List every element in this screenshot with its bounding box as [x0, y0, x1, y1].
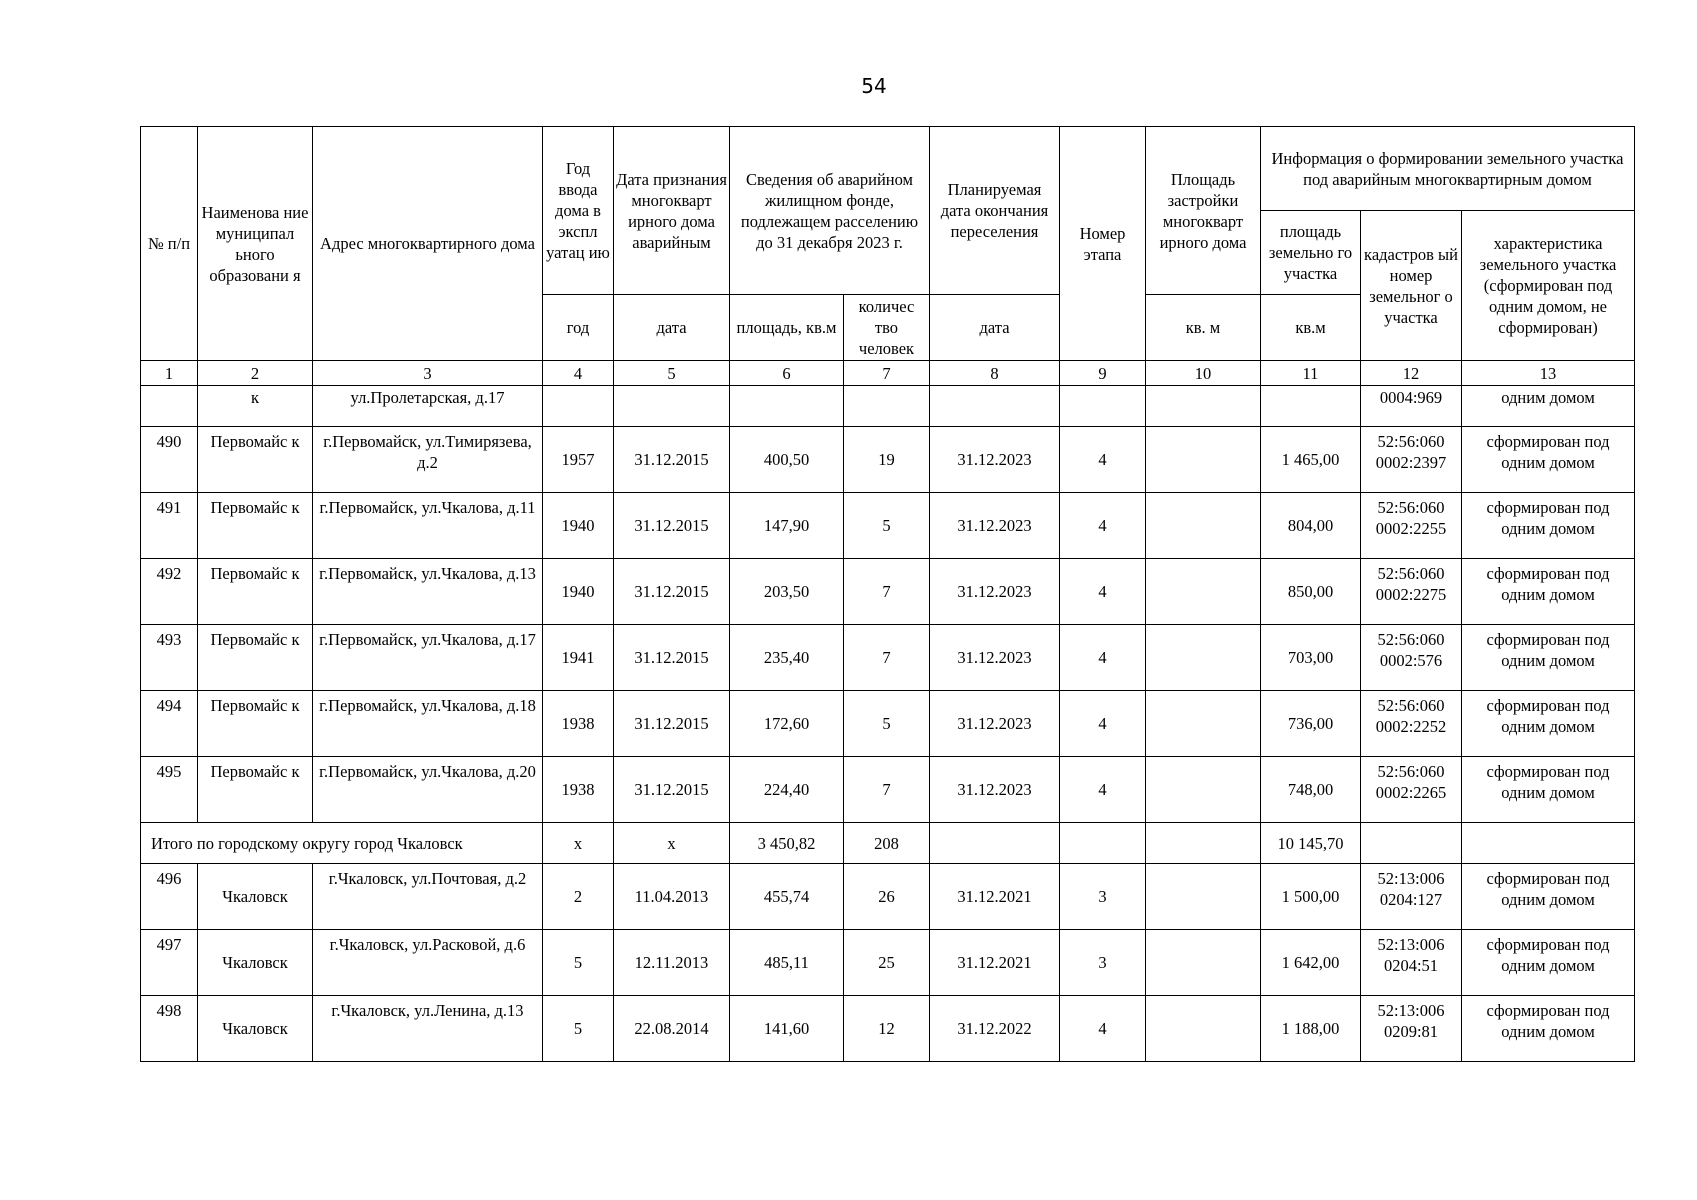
header-number: № п/п: [141, 127, 198, 361]
cell-stage: 4: [1060, 493, 1146, 559]
cell-people: 7: [844, 559, 930, 625]
header-stage: Номер этапа: [1060, 127, 1146, 361]
table-row: [141, 930, 1635, 996]
cell-end-date: 31.12.2023: [930, 691, 1060, 757]
table-row: [141, 996, 1635, 1062]
cell-cadastral: 52:56:060 0002:2397: [1361, 427, 1462, 493]
cell-characteristic: сформирован под одним домом: [1462, 493, 1635, 559]
cell-characteristic: сформирован под одним домом: [1462, 996, 1635, 1062]
cell-area: 224,40: [730, 757, 844, 823]
cell-year: 1941: [543, 625, 614, 691]
cell-number: 493: [141, 625, 198, 691]
cell-year: 1940: [543, 493, 614, 559]
cell-date: 11.04.2013: [614, 864, 730, 930]
header-year-built: Год ввода дома в экспл уатац ию: [543, 127, 614, 295]
cell-land-area: [1261, 386, 1361, 427]
cell-stage: 3: [1060, 864, 1146, 930]
cell-stage: 4: [1060, 625, 1146, 691]
cell-land-area: 1 188,00: [1261, 996, 1361, 1062]
cell-date: 31.12.2015: [614, 493, 730, 559]
cell-date: 22.08.2014: [614, 996, 730, 1062]
unit-land-area: кв.м: [1261, 295, 1361, 361]
column-number: 4: [543, 361, 614, 386]
total-cadastral: [1361, 823, 1462, 864]
cell-area: 455,74: [730, 864, 844, 930]
cell-end-date: 31.12.2023: [930, 427, 1060, 493]
total-area: 3 450,82: [730, 823, 844, 864]
cell-area: 235,40: [730, 625, 844, 691]
cell-address: г.Чкаловск, ул.Ленина, д.13: [313, 996, 543, 1062]
cell-building-area: [1146, 757, 1261, 823]
column-number: 1: [141, 361, 198, 386]
cell-area: 203,50: [730, 559, 844, 625]
total-label: Итого по городскому округу город Чкаловск: [141, 823, 543, 864]
unit-building-area: кв. м: [1146, 295, 1261, 361]
column-number: 3: [313, 361, 543, 386]
header-plot-characteristic: характеристика земельного участка (сформирован под одним домом, не сформирован): [1462, 211, 1635, 361]
cell-year: 1938: [543, 757, 614, 823]
unit-end-date: дата: [930, 295, 1060, 361]
cell-municipality: Чкаловск: [198, 996, 313, 1062]
cell-municipality: Первомайс к: [198, 427, 313, 493]
cell-people: [844, 386, 930, 427]
cell-number: 496: [141, 864, 198, 930]
total-building-area: [1146, 823, 1261, 864]
cell-building-area: [1146, 996, 1261, 1062]
column-number-row: [141, 361, 1635, 386]
cell-people: 5: [844, 691, 930, 757]
cell-address: г.Первомайск, ул.Тимирязева, д.2: [313, 427, 543, 493]
cell-cadastral: 52:56:060 0002:576: [1361, 625, 1462, 691]
cell-number: [141, 386, 198, 427]
column-number: 2: [198, 361, 313, 386]
column-number: 8: [930, 361, 1060, 386]
cell-cadastral: 52:13:006 0209:81: [1361, 996, 1462, 1062]
emergency-housing-table: [140, 126, 1635, 1062]
unit-date: дата: [614, 295, 730, 361]
cell-number: 495: [141, 757, 198, 823]
cell-date: 31.12.2015: [614, 625, 730, 691]
cell-address: г.Первомайск, ул.Чкалова, д.11: [313, 493, 543, 559]
total-land-area: 10 145,70: [1261, 823, 1361, 864]
cell-people: 5: [844, 493, 930, 559]
cell-area: 141,60: [730, 996, 844, 1062]
cell-cadastral: 52:56:060 0002:2275: [1361, 559, 1462, 625]
cell-number: 494: [141, 691, 198, 757]
cell-year: 1957: [543, 427, 614, 493]
continuation-row: [141, 386, 1635, 427]
total-end-date: [930, 823, 1060, 864]
table-row: [141, 493, 1635, 559]
cell-end-date: 31.12.2023: [930, 493, 1060, 559]
table-rows-pervomaisk: [141, 427, 1635, 823]
cell-end-date: [930, 386, 1060, 427]
cell-land-area: 1 465,00: [1261, 427, 1361, 493]
cell-stage: [1060, 386, 1146, 427]
column-number: 7: [844, 361, 930, 386]
column-number: 13: [1462, 361, 1635, 386]
cell-building-area: [1146, 930, 1261, 996]
cell-address: г.Первомайск, ул.Чкалова, д.13: [313, 559, 543, 625]
cell-cadastral: 0004:969: [1361, 386, 1462, 427]
cell-date: 31.12.2015: [614, 559, 730, 625]
unit-area: площадь, кв.м: [730, 295, 844, 361]
cell-building-area: [1146, 559, 1261, 625]
cell-building-area: [1146, 625, 1261, 691]
cell-characteristic: сформирован под одним домом: [1462, 864, 1635, 930]
cell-stage: 4: [1060, 427, 1146, 493]
cell-date: 31.12.2015: [614, 757, 730, 823]
cell-people: 25: [844, 930, 930, 996]
cell-year: 5: [543, 930, 614, 996]
cell-address: г.Первомайск, ул.Чкалова, д.18: [313, 691, 543, 757]
cell-characteristic: сформирован под одним домом: [1462, 757, 1635, 823]
column-number: 9: [1060, 361, 1146, 386]
cell-number: 491: [141, 493, 198, 559]
table-row: [141, 864, 1635, 930]
cell-municipality: Чкаловск: [198, 864, 313, 930]
table-rows-chkalovsk: [141, 864, 1635, 1062]
cell-people: 7: [844, 625, 930, 691]
cell-people: 7: [844, 757, 930, 823]
cell-area: 147,90: [730, 493, 844, 559]
cell-end-date: 31.12.2023: [930, 757, 1060, 823]
cell-end-date: 31.12.2021: [930, 864, 1060, 930]
cell-number: 498: [141, 996, 198, 1062]
cell-municipality: к: [198, 386, 313, 427]
table-row: [141, 757, 1635, 823]
header-housing-info: Сведения об аварийном жилищном фонде, подлежащем расселению до 31 декабря 2023 г.: [730, 127, 930, 295]
cell-land-area: 1 642,00: [1261, 930, 1361, 996]
cell-building-area: [1146, 427, 1261, 493]
cell-area: 172,60: [730, 691, 844, 757]
cell-characteristic: сформирован под одним домом: [1462, 559, 1635, 625]
header-land-area: площадь земельно го участка: [1261, 211, 1361, 295]
cell-number: 492: [141, 559, 198, 625]
header-recognition-date: Дата признания многокварт ирного дома аварийным: [614, 127, 730, 295]
cell-area: [730, 386, 844, 427]
cell-municipality: Первомайс к: [198, 559, 313, 625]
cell-end-date: 31.12.2023: [930, 625, 1060, 691]
cell-number: 497: [141, 930, 198, 996]
cell-land-area: 804,00: [1261, 493, 1361, 559]
cell-area: 400,50: [730, 427, 844, 493]
header-cadastral-number: кадастров ый номер земельног о участка: [1361, 211, 1462, 361]
cell-date: 12.11.2013: [614, 930, 730, 996]
table-body: [141, 386, 1635, 427]
cell-date: [614, 386, 730, 427]
cell-cadastral: 52:13:006 0204:51: [1361, 930, 1462, 996]
column-number: 10: [1146, 361, 1261, 386]
total-section: [141, 823, 1635, 864]
unit-people: количес тво человек: [844, 295, 930, 361]
cell-stage: 4: [1060, 757, 1146, 823]
cell-land-area: 736,00: [1261, 691, 1361, 757]
cell-characteristic: сформирован под одним домом: [1462, 930, 1635, 996]
cell-year: 1940: [543, 559, 614, 625]
cell-people: 26: [844, 864, 930, 930]
column-number: 6: [730, 361, 844, 386]
header-address: Адрес многоквартирного дома: [313, 127, 543, 361]
cell-stage: 4: [1060, 559, 1146, 625]
cell-year: 1938: [543, 691, 614, 757]
unit-year: год: [543, 295, 614, 361]
cell-municipality: Первомайс к: [198, 757, 313, 823]
cell-address: г.Первомайск, ул.Чкалова, д.17: [313, 625, 543, 691]
cell-address: г.Чкаловск, ул.Почтовая, д.2: [313, 864, 543, 930]
table-row: [141, 625, 1635, 691]
cell-municipality: Первомайс к: [198, 691, 313, 757]
cell-land-area: 703,00: [1261, 625, 1361, 691]
cell-stage: 3: [1060, 930, 1146, 996]
cell-end-date: 31.12.2021: [930, 930, 1060, 996]
cell-land-area: 748,00: [1261, 757, 1361, 823]
cell-area: 485,11: [730, 930, 844, 996]
cell-date: 31.12.2015: [614, 691, 730, 757]
cell-stage: 4: [1060, 996, 1146, 1062]
header-planned-end: Планируемая дата окончания переселения: [930, 127, 1060, 295]
cell-end-date: 31.12.2023: [930, 559, 1060, 625]
cell-characteristic: сформирован под одним домом: [1462, 625, 1635, 691]
cell-municipality: Чкаловск: [198, 930, 313, 996]
cell-municipality: Первомайс к: [198, 625, 313, 691]
total-row: [141, 823, 1635, 864]
cell-characteristic: сформирован под одним домом: [1462, 427, 1635, 493]
cell-characteristic: сформирован под одним домом: [1462, 691, 1635, 757]
cell-land-area: 1 500,00: [1261, 864, 1361, 930]
cell-number: 490: [141, 427, 198, 493]
cell-land-area: 850,00: [1261, 559, 1361, 625]
table-row: [141, 559, 1635, 625]
column-number: 12: [1361, 361, 1462, 386]
cell-building-area: [1146, 493, 1261, 559]
cell-characteristic: одним домом: [1462, 386, 1635, 427]
cell-year: 2: [543, 864, 614, 930]
total-year: х: [543, 823, 614, 864]
cell-cadastral: 52:56:060 0002:2265: [1361, 757, 1462, 823]
cell-people: 12: [844, 996, 930, 1062]
header-building-area: Площадь застройки многокварт ирного дома: [1146, 127, 1261, 295]
cell-address: ул.Пролетарская, д.17: [313, 386, 543, 427]
total-characteristic: [1462, 823, 1635, 864]
table-row: [141, 427, 1635, 493]
cell-cadastral: 52:13:006 0204:127: [1361, 864, 1462, 930]
cell-year: [543, 386, 614, 427]
cell-stage: 4: [1060, 691, 1146, 757]
page-number: 54: [861, 74, 887, 98]
cell-building-area: [1146, 864, 1261, 930]
cell-building-area: [1146, 691, 1261, 757]
cell-address: г.Первомайск, ул.Чкалова, д.20: [313, 757, 543, 823]
cell-year: 5: [543, 996, 614, 1062]
total-stage: [1060, 823, 1146, 864]
cell-municipality: Первомайс к: [198, 493, 313, 559]
table-row: [141, 691, 1635, 757]
cell-cadastral: 52:56:060 0002:2255: [1361, 493, 1462, 559]
total-people: 208: [844, 823, 930, 864]
column-number: 5: [614, 361, 730, 386]
cell-end-date: 31.12.2022: [930, 996, 1060, 1062]
cell-address: г.Чкаловск, ул.Расковой, д.6: [313, 930, 543, 996]
cell-building-area: [1146, 386, 1261, 427]
column-number: 11: [1261, 361, 1361, 386]
cell-cadastral: 52:56:060 0002:2252: [1361, 691, 1462, 757]
cell-date: 31.12.2015: [614, 427, 730, 493]
header-land-plot-info: Информация о формировании земельного участка под аварийным многоквартирным домом: [1261, 127, 1635, 211]
cell-people: 19: [844, 427, 930, 493]
header-municipality: Наименова ние муниципал ьного образовани я: [198, 127, 313, 361]
table-header: [141, 127, 1635, 386]
total-date: х: [614, 823, 730, 864]
